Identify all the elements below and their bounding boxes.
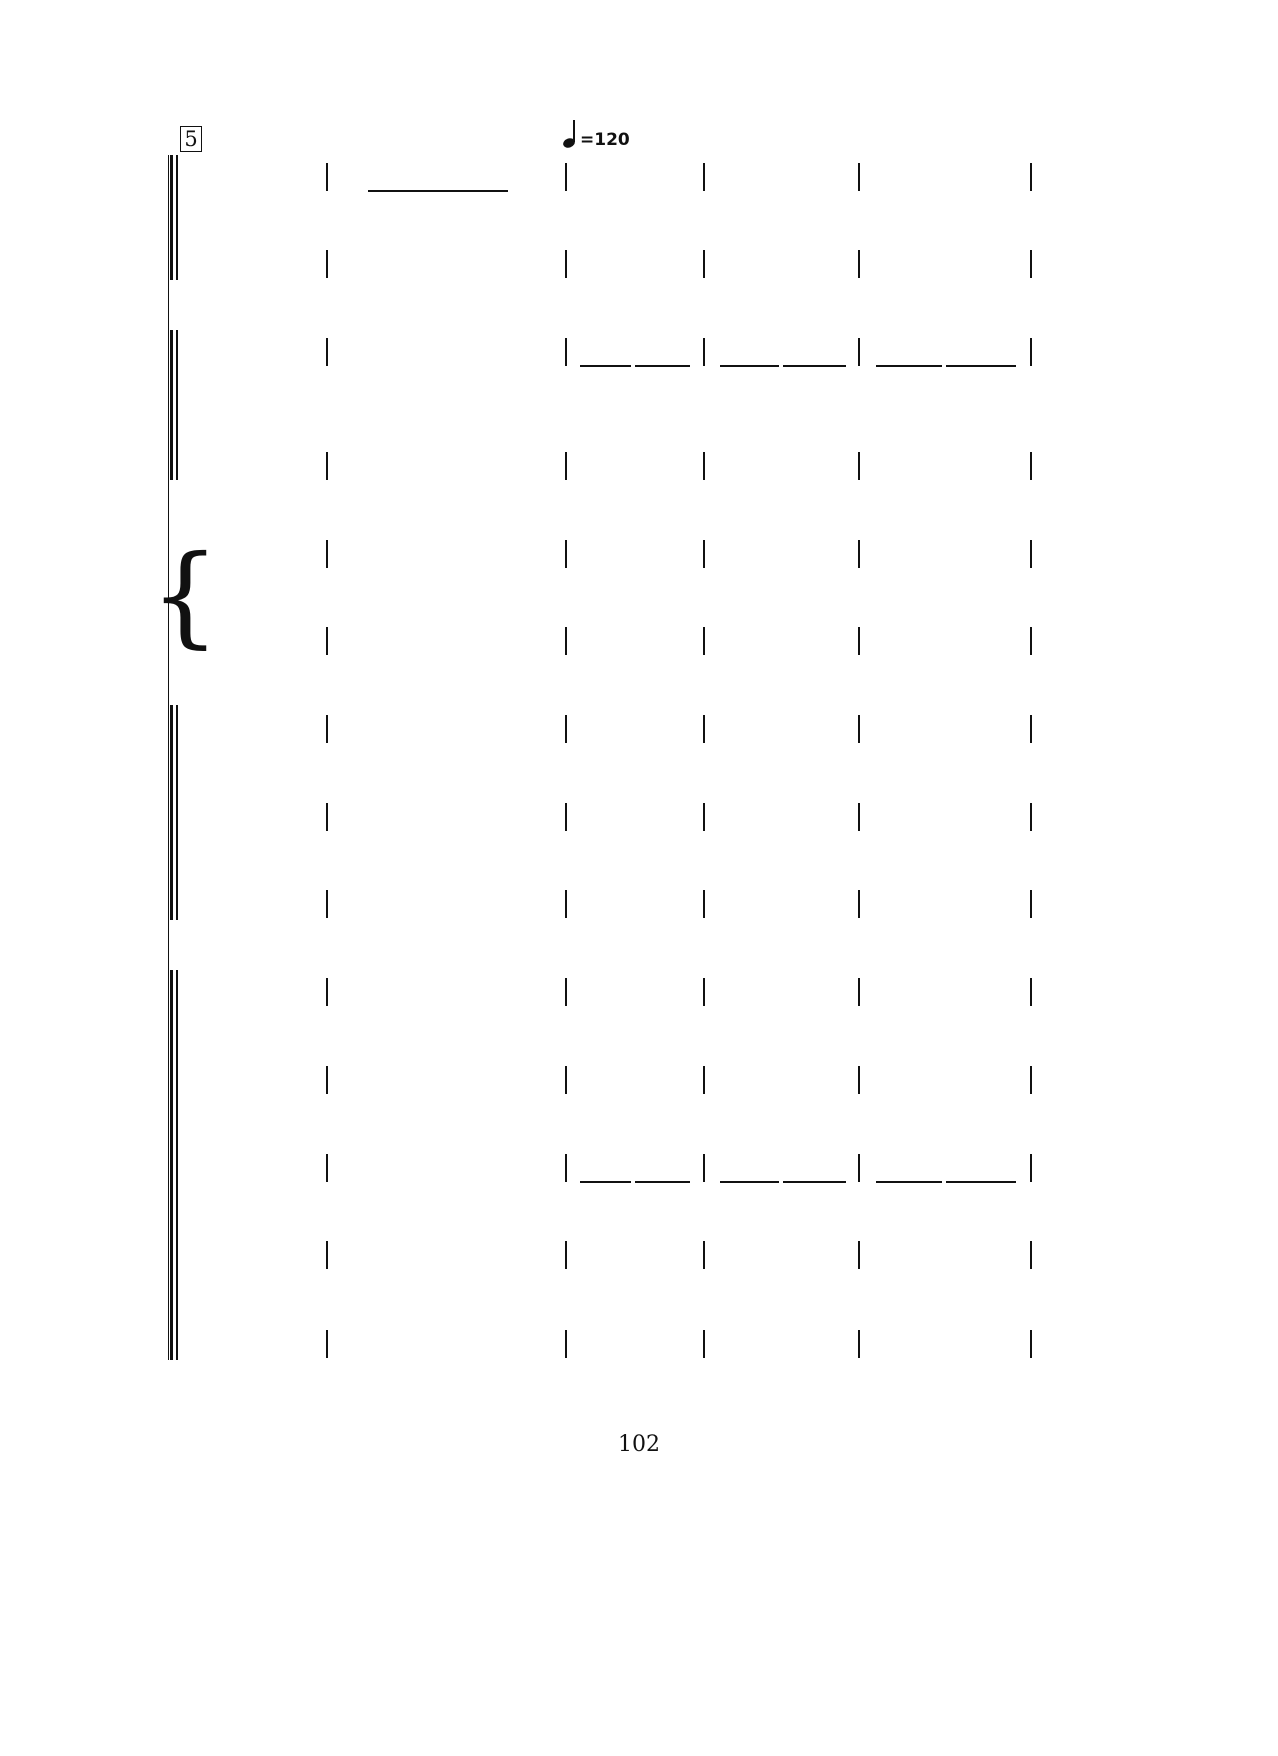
barline <box>565 803 567 831</box>
quarter-note-icon <box>562 118 580 150</box>
barline <box>703 1241 705 1269</box>
barline <box>858 338 860 366</box>
barline <box>1030 627 1032 655</box>
system-line <box>168 155 169 1360</box>
barline <box>565 540 567 568</box>
barline <box>858 803 860 831</box>
barline <box>858 1241 860 1269</box>
barline <box>326 163 328 191</box>
barline <box>1030 978 1032 1006</box>
barline <box>1030 452 1032 480</box>
beam-line <box>580 1181 631 1183</box>
barline <box>565 250 567 278</box>
bowed-bracket-inner <box>176 970 178 1360</box>
beam-line <box>368 190 508 192</box>
barline <box>565 338 567 366</box>
barline <box>703 163 705 191</box>
barline <box>858 890 860 918</box>
barline <box>1030 1241 1032 1269</box>
barline <box>858 540 860 568</box>
beam-line <box>720 1181 779 1183</box>
barline <box>326 627 328 655</box>
barline <box>858 1154 860 1182</box>
barline <box>565 1154 567 1182</box>
barline <box>858 1330 860 1358</box>
barline <box>565 163 567 191</box>
bowed-bracket <box>170 970 173 1360</box>
percussion-bracket-inner <box>176 705 178 920</box>
barline <box>703 890 705 918</box>
barline <box>1030 1330 1032 1358</box>
barline <box>703 715 705 743</box>
barline <box>1030 1066 1032 1094</box>
barline <box>565 1241 567 1269</box>
barline <box>326 715 328 743</box>
beam-line <box>876 365 942 367</box>
wind-bracket <box>170 155 173 280</box>
plucked-bracket-inner <box>176 330 178 480</box>
beam-line <box>946 1181 1016 1183</box>
barline <box>565 1330 567 1358</box>
beam-line <box>720 365 779 367</box>
barline <box>326 452 328 480</box>
barline <box>565 1066 567 1094</box>
barline <box>858 978 860 1006</box>
barline <box>703 803 705 831</box>
barline <box>565 715 567 743</box>
barline <box>703 452 705 480</box>
percussion-bracket <box>170 705 173 920</box>
zheng-brace: { <box>150 531 220 659</box>
beam-line <box>635 1181 690 1183</box>
beam-line <box>783 1181 846 1183</box>
beam-line <box>783 365 846 367</box>
barline <box>326 890 328 918</box>
barline <box>858 250 860 278</box>
barline <box>1030 540 1032 568</box>
barline <box>1030 890 1032 918</box>
barline <box>703 338 705 366</box>
barline <box>703 1330 705 1358</box>
barline <box>565 978 567 1006</box>
barline <box>1030 250 1032 278</box>
barline <box>858 163 860 191</box>
barline <box>1030 803 1032 831</box>
barline <box>1030 163 1032 191</box>
beam-line <box>635 365 690 367</box>
barline <box>565 627 567 655</box>
page-number: 102 <box>618 1432 660 1457</box>
plucked-bracket <box>170 330 173 480</box>
barline <box>326 540 328 568</box>
barline <box>326 803 328 831</box>
barline <box>326 250 328 278</box>
barline <box>858 627 860 655</box>
barline <box>1030 338 1032 366</box>
wind-bracket-inner <box>176 155 178 280</box>
beam-line <box>580 365 631 367</box>
barline <box>326 1154 328 1182</box>
barline <box>703 540 705 568</box>
barline <box>326 1330 328 1358</box>
barline <box>703 978 705 1006</box>
barline <box>326 338 328 366</box>
barline <box>703 250 705 278</box>
barline <box>326 978 328 1006</box>
barline <box>326 1066 328 1094</box>
barline <box>703 627 705 655</box>
beam-line <box>876 1181 942 1183</box>
barline <box>565 890 567 918</box>
barline <box>1030 715 1032 743</box>
barline <box>1030 1154 1032 1182</box>
barline <box>858 715 860 743</box>
barline <box>703 1066 705 1094</box>
barline <box>858 452 860 480</box>
barline <box>703 1154 705 1182</box>
beam-line <box>946 365 1016 367</box>
barline <box>565 452 567 480</box>
rehearsal-mark: 5 <box>180 126 202 152</box>
barline <box>326 1241 328 1269</box>
tempo-marking: =120 <box>562 118 630 150</box>
barline <box>858 1066 860 1094</box>
